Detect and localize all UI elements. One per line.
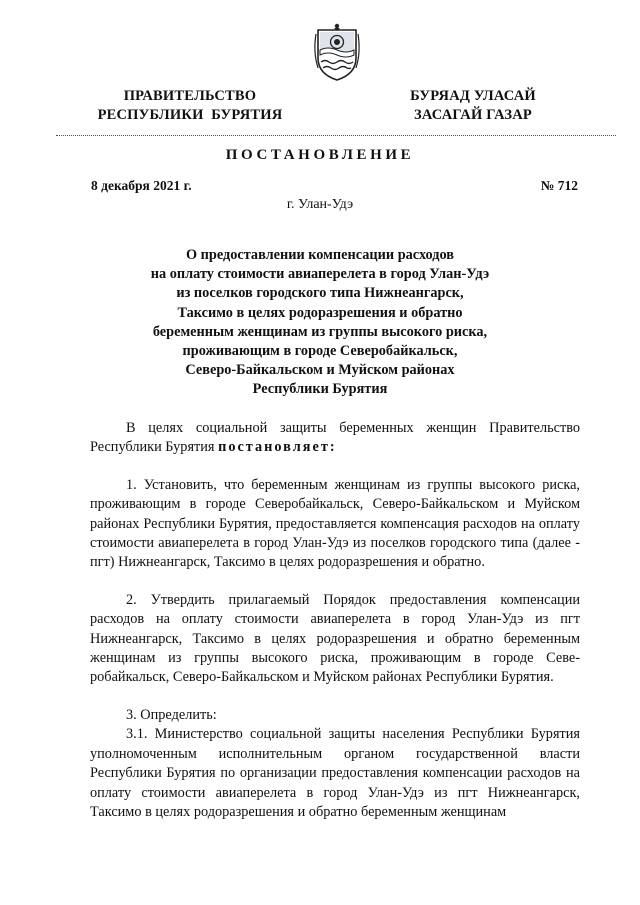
paragraph-2: 2. Утвердить прилагаемый Порядок предоставления компенсации расходов на оплату стоимости авиаперелета в город Улан-Удэ из пгт Нижнеангарск, Таксимо в целях родоразрешения и обратно беременным женщинам из группы высокого риска, проживающим в городе Северобайкальск, Северо-Байкальском и Муйском районах Республики Бурятия. [90, 591, 580, 686]
government-name-russian-line1: ПРАВИТЕЛЬСТВО [123, 88, 257, 104]
subject-line: О предоставлении компенсации расходов [185, 247, 455, 263]
subject-line: проживающим в городе Северобайкальск, [182, 343, 458, 360]
preamble-paragraph [90, 419, 580, 458]
paragraph-3-1: 3.1. Министерство социальной защиты населения Республики Бурятия уполномоченным исполнительным органом государственной власти Республики Бурятия по организации предоставления компенсации расходов на оплату стоимости авиаперелета в город Улан-Удэ из пгт Нижнеангарск, Таксимо в целях родоразрешения и обратно беременным женщинам [90, 726, 580, 820]
subject-line: на оплату стоимости авиаперелета в город Улан-Удэ [150, 266, 490, 283]
subject-line: беременным женщинам из группы высокого риска, [152, 323, 488, 340]
header-divider [56, 135, 616, 136]
paragraph-3: 3. Определить: [126, 706, 217, 723]
subject-line: Таксимо в целях родоразрешения и обратно [177, 304, 463, 321]
government-name-buryat-line1: БУРЯАД УЛАСАЙ [410, 88, 536, 104]
government-name-buryat [398, 87, 548, 125]
preamble-text: В целях социальной защиты беременных женщин Правительство Республики Бурятия [90, 420, 580, 456]
preamble-resolution-word: постановляет: [218, 439, 337, 456]
document-number: № 712 [540, 178, 578, 193]
paragraph-1: 1. Установить, что беременным женщинам из группы высокого риска, проживающим в городе Северобайкальск, Северо-Байкальском и Муйском районах Республики Бурятия, предоставляется компенсация расходов на оплату стоимости авиаперелета в город Улан-Удэ из поселков городского типа (далее - пгт) Нижнеангарск, Таксимо в целях родоразрешения и обратно. [90, 476, 580, 571]
government-name-russian [90, 87, 290, 125]
document-type-title: ПОСТАНОВЛЕНИЕ [225, 147, 415, 163]
government-name-russian-line2: РЕСПУБЛИКИ БУРЯТИЯ [97, 107, 283, 123]
subject-line: Республики Бурятия [252, 381, 388, 398]
document-subject [120, 246, 520, 400]
document-body [90, 419, 580, 822]
document-date: 8 декабря 2021 г. [91, 178, 192, 193]
republic-of-buryatia-coat-of-arms-icon [312, 22, 362, 84]
document-city: г. Улан-Удэ [286, 197, 354, 212]
government-name-buryat-line2: ЗАСАГАЙ ГАЗАР [414, 107, 532, 123]
subject-line: из поселков городского типа Нижнеангарск, [176, 285, 464, 302]
subject-line: Северо-Байкальском и Муйском районах [185, 362, 455, 379]
